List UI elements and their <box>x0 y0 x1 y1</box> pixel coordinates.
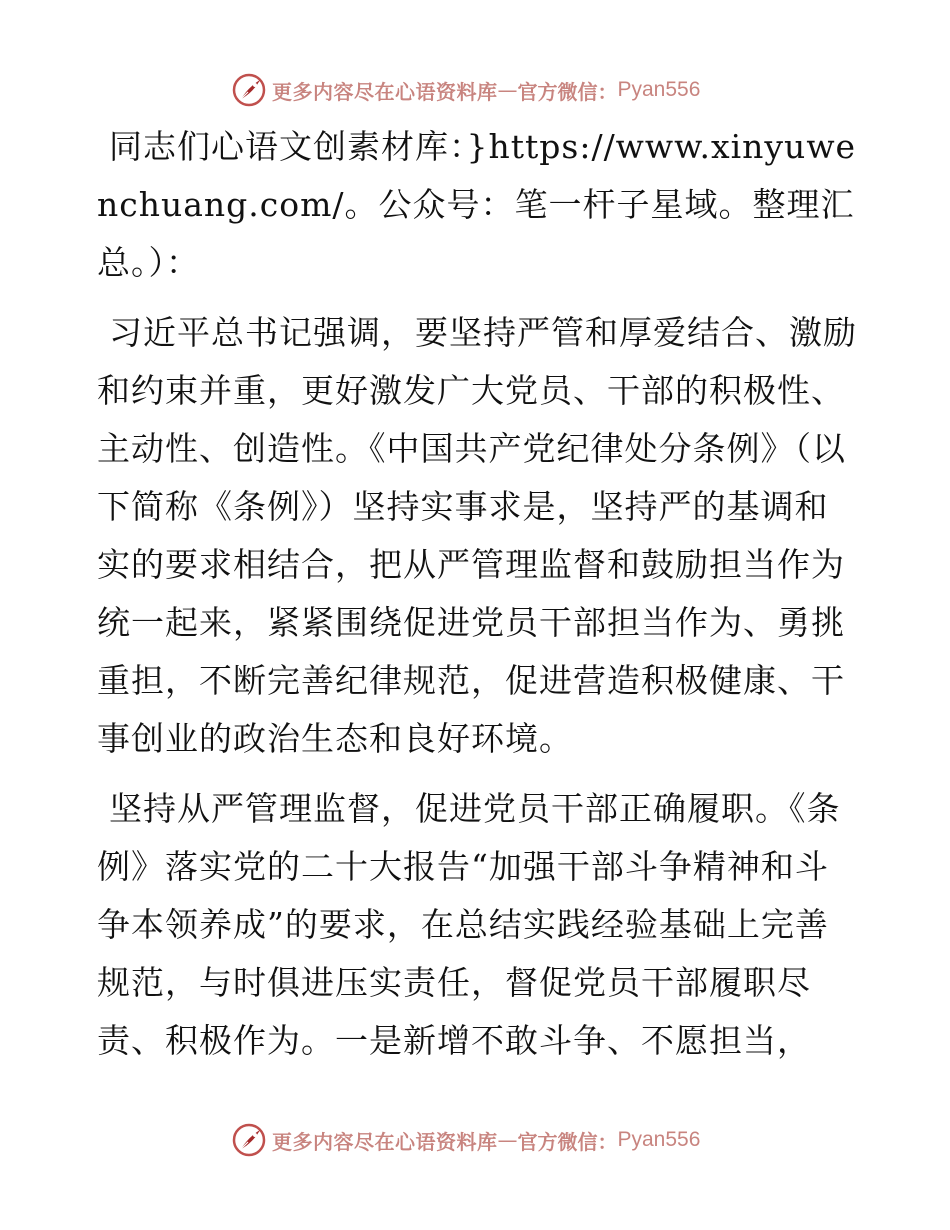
feather-pen-logo-icon <box>232 1123 266 1157</box>
header-watermark <box>232 70 700 110</box>
watermark-official-label: 官方微信： <box>517 1129 618 1154</box>
watermark-official-label: 官方微信： <box>517 79 618 104</box>
footer-watermark <box>232 1120 700 1160</box>
paragraph <box>97 118 857 292</box>
watermark-brand-text: 更多内容尽在心语资料库 <box>272 79 498 104</box>
paragraph-text: 习近平总书记强调，要坚持严管和厚爱结合、激励和约束并重，更好激发广大党员、干部的积极性、主动性、创造性。《中国共产党纪律处分条例》（以下简称《条例》）坚持实事求是，坚持严的基调和实的要求相结合，把从严管理监督和鼓励担当作为统一起来，紧紧围绕促进党员干部担当作为、勇挑重担，不断完善纪律规范，促进营造积极健康、干事创业的政治生态和良好环境。 <box>97 313 857 758</box>
watermark-wechat-handle: Pyan556 <box>617 1128 701 1151</box>
paragraph-text: 坚持从严管理监督，促进党员干部正确履职。《条例》落实党的二十大报告“加强干部斗争精神和斗争本领养成”的要求，在总结实践经验基础上完善规范，与时俱进压实责任，督促党员干部履职尽责、积极作为。一是新增不敢斗争、不愿担当， <box>97 789 841 1060</box>
document-body <box>97 118 857 1070</box>
watermark-brand-text: 更多内容尽在心语资料库 <box>272 1129 498 1154</box>
watermark-separator: — <box>497 78 518 102</box>
paragraph <box>97 780 857 1070</box>
feather-pen-logo-icon <box>232 73 266 107</box>
paragraph-text: 同志们心语文创素材库：}https://www.xinyuwenchuang.com/。公众号：笔一杆子星域。整理汇总。）： <box>97 127 857 282</box>
paragraph <box>97 304 857 768</box>
watermark-wechat-handle: Pyan556 <box>617 78 701 101</box>
watermark-separator: — <box>497 1128 518 1152</box>
